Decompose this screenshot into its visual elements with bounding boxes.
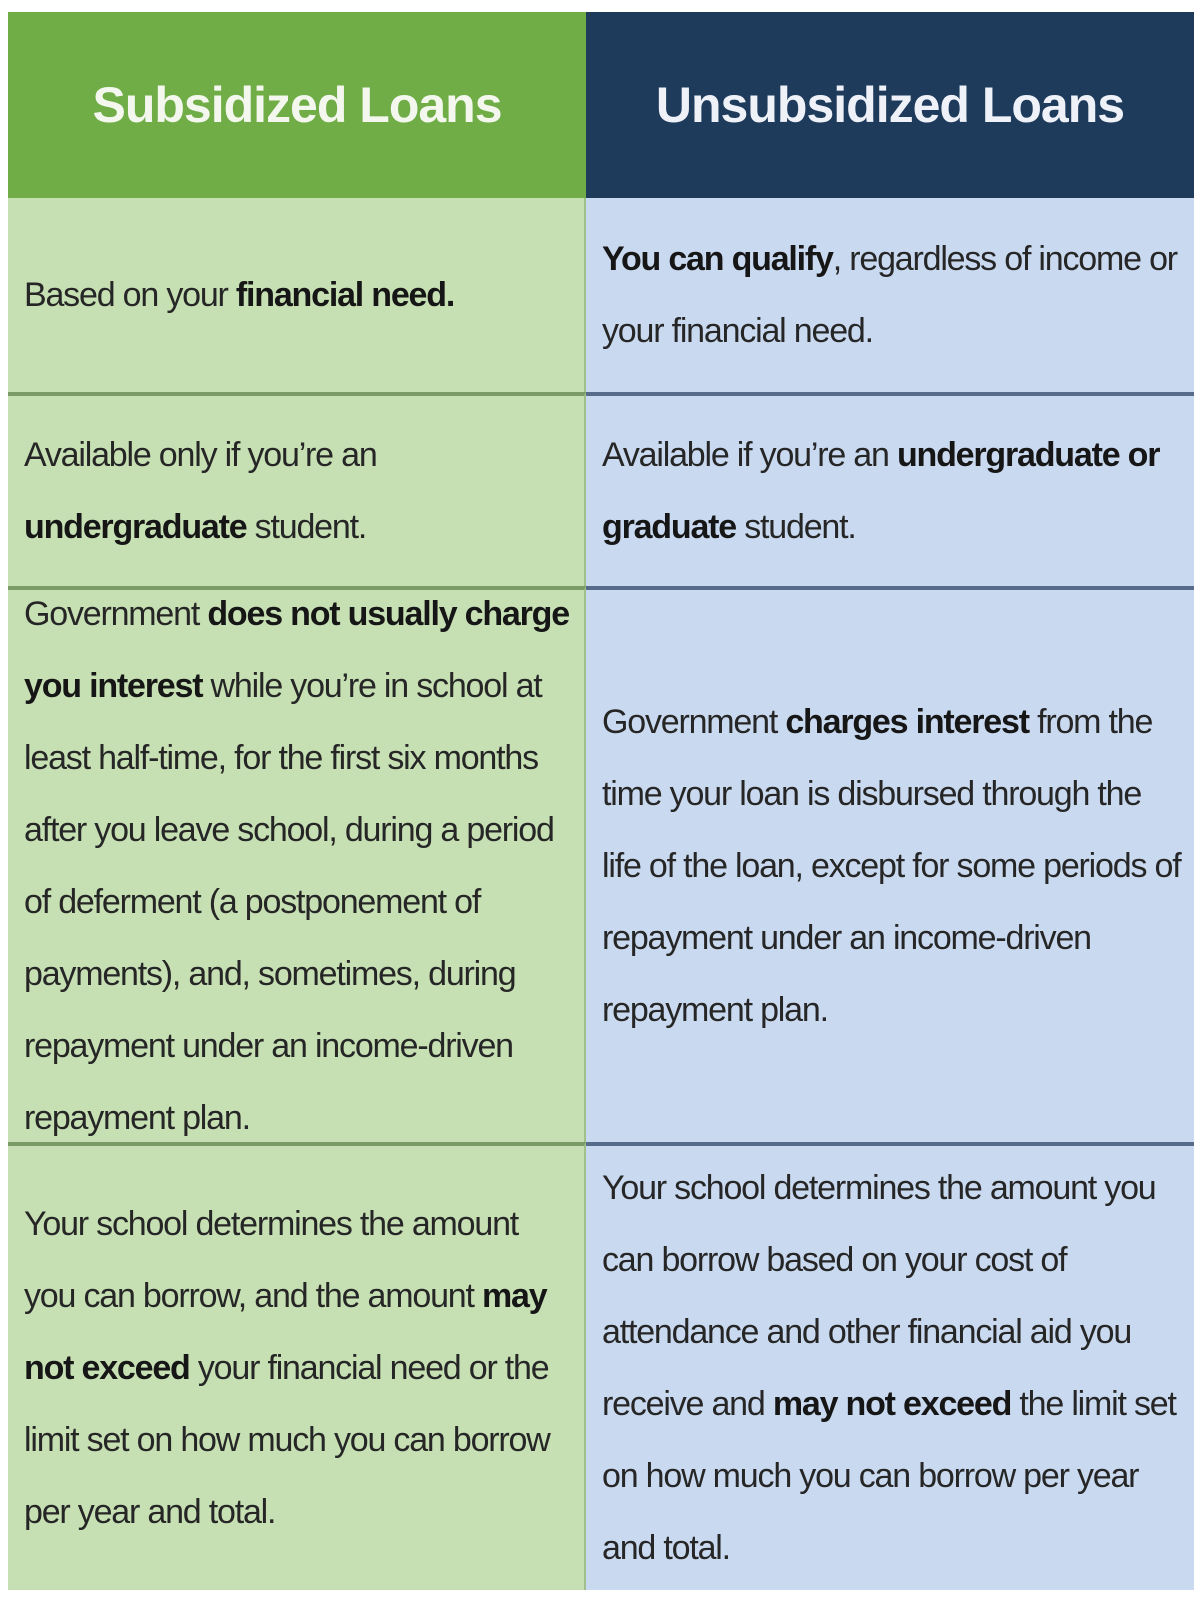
bold-text-segment: does not usually charge you interest bbox=[24, 595, 569, 705]
row-4-subsidized-text bbox=[24, 1188, 570, 1548]
text-segment: Your school determines the amount you can borrow, and the amount bbox=[24, 1205, 519, 1315]
bold-text-segment: financial need. bbox=[235, 276, 455, 314]
text-segment: while you’re in school at least half-time, for the first six months after you leave school, during a period of deferment (a postponement of payments), and, sometimes, during repayment under an income-driven repayment plan. bbox=[24, 667, 554, 1137]
text-segment: , regardless of income or your financial need. bbox=[602, 240, 1177, 350]
row-2-subsidized-cell bbox=[8, 392, 586, 586]
subsidized-loans-header-text: Subsidized Loans bbox=[92, 77, 502, 133]
unsubsidized-loans-header-text: Unsubsidized Loans bbox=[655, 77, 1125, 133]
text-segment: the limit set on how much you can borrow per year and total. bbox=[602, 1385, 1176, 1567]
row-4-subsidized-cell bbox=[8, 1142, 586, 1590]
bold-text-segment: charges interest bbox=[785, 703, 1029, 741]
row-2-unsubsidized-text bbox=[602, 419, 1184, 563]
bold-text-segment: undergraduate or graduate bbox=[602, 436, 1160, 546]
row-1-subsidized-cell bbox=[8, 198, 586, 392]
text-segment: student. bbox=[246, 508, 367, 546]
row-3-unsubsidized-text bbox=[602, 686, 1184, 1046]
text-segment: your financial need or the limit set on how much you can borrow per year and total. bbox=[24, 1349, 550, 1531]
row-1-unsubsidized-text bbox=[602, 223, 1184, 367]
row-1-unsubsidized-cell bbox=[586, 198, 1194, 392]
text-segment: Available only if you’re an bbox=[24, 436, 377, 474]
row-4-unsubsidized-text bbox=[602, 1152, 1184, 1584]
bold-text-segment: You can qualify bbox=[602, 240, 833, 278]
bold-text-segment: may not exceed bbox=[24, 1277, 547, 1387]
text-segment: Based on your bbox=[24, 276, 236, 314]
loan-comparison-table bbox=[8, 12, 1194, 1590]
text-segment: from the time your loan is disbursed through the life of the loan, except for some periods of repayment under an income-driven repayment plan. bbox=[602, 703, 1181, 1029]
row-2-subsidized-text bbox=[24, 419, 570, 563]
row-3-unsubsidized-cell bbox=[586, 586, 1194, 1142]
text-segment: Government bbox=[24, 595, 208, 633]
row-3-subsidized-cell bbox=[8, 586, 586, 1142]
bold-text-segment: undergraduate bbox=[24, 508, 247, 546]
row-4-unsubsidized-cell bbox=[586, 1142, 1194, 1590]
row-3-subsidized-text bbox=[24, 586, 570, 1142]
row-2-unsubsidized-cell bbox=[586, 392, 1194, 586]
unsubsidized-loans-header bbox=[586, 12, 1194, 198]
text-segment: Available if you’re an bbox=[602, 436, 897, 474]
subsidized-loans-header bbox=[8, 12, 586, 198]
text-segment: Your school determines the amount you can borrow based on your cost of attendance and other financial aid you receive and bbox=[602, 1169, 1156, 1423]
text-segment: student. bbox=[736, 508, 856, 546]
text-segment: Government bbox=[602, 703, 786, 741]
bold-text-segment: may not exceed bbox=[772, 1385, 1012, 1423]
row-1-subsidized-text bbox=[24, 259, 454, 331]
